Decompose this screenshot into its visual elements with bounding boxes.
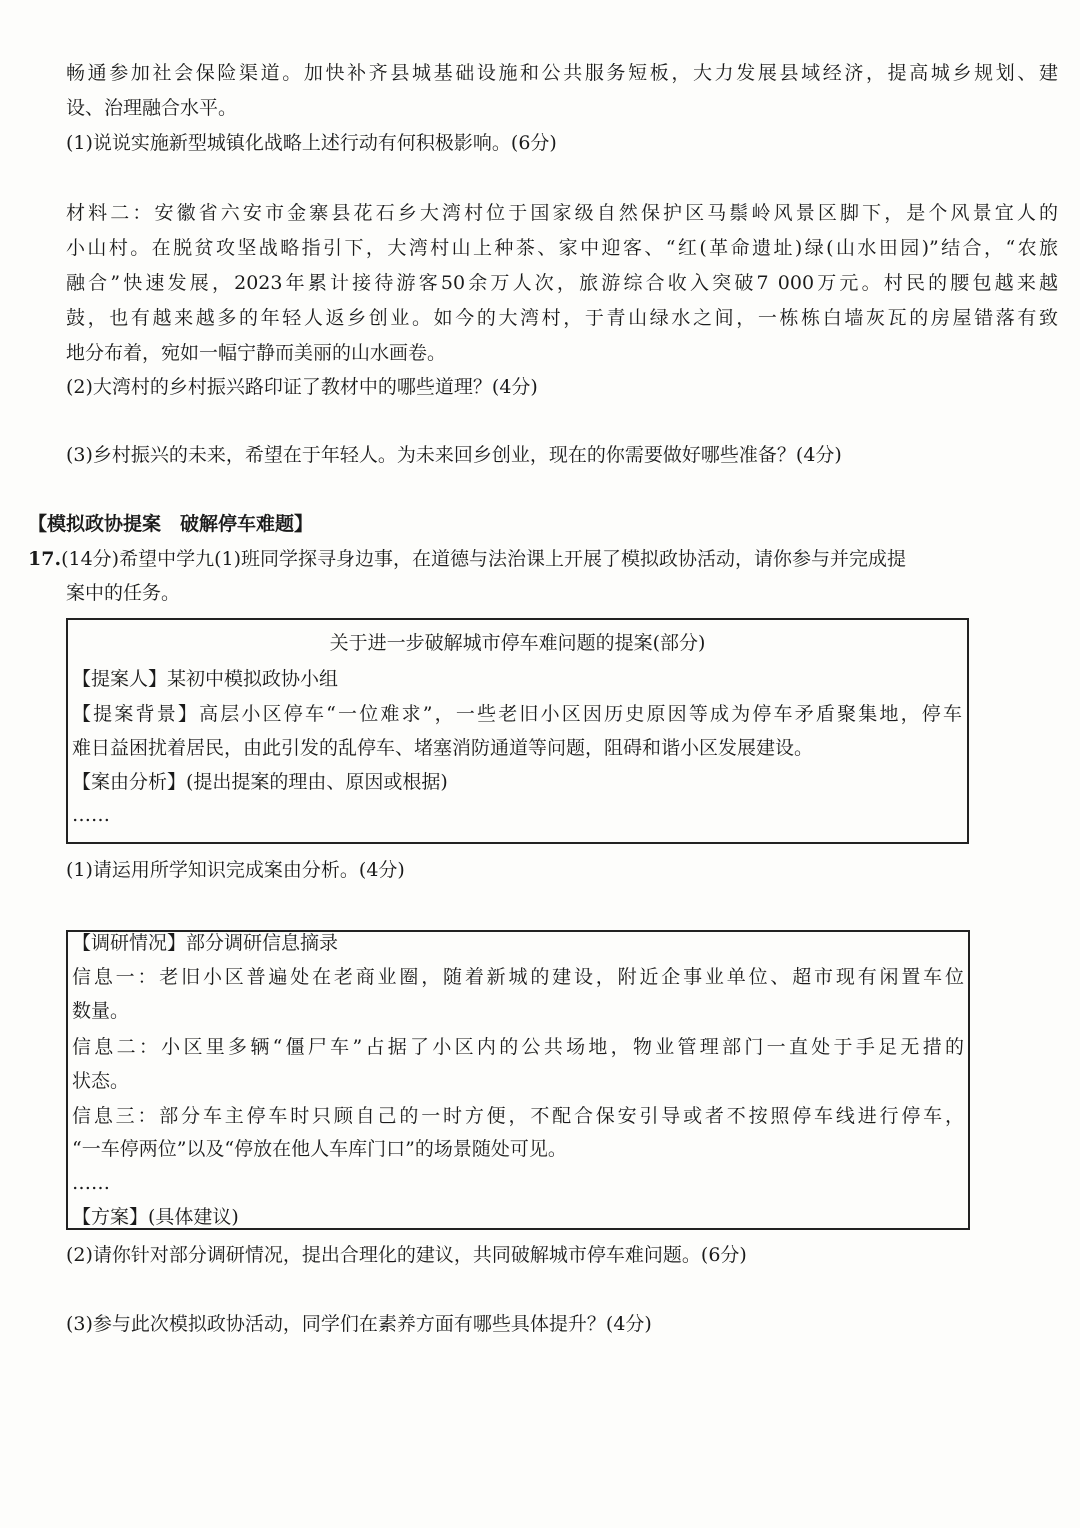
research-heading: 【调研情况】部分调研信息摘录 — [72, 932, 339, 954]
material2-line5: 地分布着，宛如一幅宁静而美丽的山水画卷。 — [66, 342, 447, 364]
proposal-title: 关于进一步破解城市停车难问题的提案(部分) — [329, 632, 706, 654]
proposal-case-analysis: 【案由分析】(提出提案的理由、原因或根据) — [72, 771, 448, 793]
question-17-intro — [28, 546, 1058, 572]
section-heading: 【模拟政协提案 破解停车难题】 — [28, 513, 314, 535]
material2-line1: 材料二：安徽省六安市金寨县花石乡大湾村位于国家级自然保护区马鬃岭风景区脚下，是个风景宜人的 — [66, 202, 1058, 224]
question-17-2: (2)请你针对部分调研情况，提出合理化的建议，共同破解城市停车难问题。(6分) — [66, 1244, 747, 1266]
material1-line2: 设、治理融合水平。 — [66, 97, 238, 119]
research-info3-line1: 信息三：部分车主停车时只顾自己的一时方便，不配合保安引导或者不按照停车线进行停车， — [72, 1105, 964, 1127]
research-info1-line2: 数量。 — [72, 1000, 130, 1022]
question-16-3: (3)乡村振兴的未来，希望在于年轻人。为未来回乡创业，现在的你需要做好哪些准备？(4分) — [66, 444, 842, 466]
material2-line2: 小山村。在脱贫攻坚战略指引下，大湾村山上种茶、家中迎客、“红(革命遗址)绿(山水田园)”结合，“农旅 — [66, 237, 1058, 259]
research-plan: 【方案】(具体建议) — [72, 1206, 239, 1228]
material2-line3: 融合”快速发展，2023年累计接待游客50余万人次，旅游综合收入突破7 000万元。村民的腰包越来越 — [66, 272, 1058, 294]
research-ellipsis: …… — [72, 1172, 110, 1194]
question-16-1: (1)说说实施新型城镇化战略上述行动有何积极影响。(6分) — [66, 132, 557, 154]
proposal-background-line1: 【提案背景】高层小区停车“一位难求”，一些老旧小区因历史原因等成为停车矛盾聚集地，停车 — [72, 703, 962, 725]
research-info2-line1: 信息二：小区里多辆“僵尸车”占据了小区内的公共场地，物业管理部门一直处于手足无措的 — [72, 1036, 964, 1058]
proposal-background-line2: 难日益困扰着居民，由此引发的乱停车、堵塞消防通道等问题，阻碍和谐小区发展建设。 — [72, 737, 814, 759]
research-info3-line2: “一车停两位”以及“停放在他人车库门口”的场景随处可见。 — [72, 1138, 567, 1160]
proposal-ellipsis: …… — [72, 804, 110, 826]
proposal-proposer: 【提案人】某初中模拟政协小组 — [72, 668, 339, 690]
question-17-3: (3)参与此次模拟政协活动，同学们在素养方面有哪些具体提升？(4分) — [66, 1313, 652, 1335]
research-info2-line2: 状态。 — [72, 1070, 130, 1092]
question-17-text: (14分)希望中学九(1)班同学探寻身边事，在道德与法治课上开展了模拟政协活动，请你参与并完成提 — [61, 548, 906, 570]
question-17-number: 17. — [28, 548, 62, 570]
research-info1-line1: 信息一：老旧小区普遍处在老商业圈，随着新城的建设，附近企事业单位、超市现有闲置车位 — [72, 966, 964, 988]
material1-line1: 畅通参加社会保险渠道。加快补齐县城基础设施和公共服务短板，大力发展县域经济，提高城乡规划、建 — [66, 62, 1058, 84]
material2-line4: 鼓，也有越来越多的年轻人返乡创业。如今的大湾村，于青山绿水之间，一栋栋白墙灰瓦的房屋错落有致 — [66, 307, 1058, 329]
question-17-intro-line2: 案中的任务。 — [66, 582, 181, 604]
question-16-2: (2)大湾村的乡村振兴路印证了教材中的哪些道理？(4分) — [66, 376, 538, 398]
question-17-1: (1)请运用所学知识完成案由分析。(4分) — [66, 859, 405, 881]
